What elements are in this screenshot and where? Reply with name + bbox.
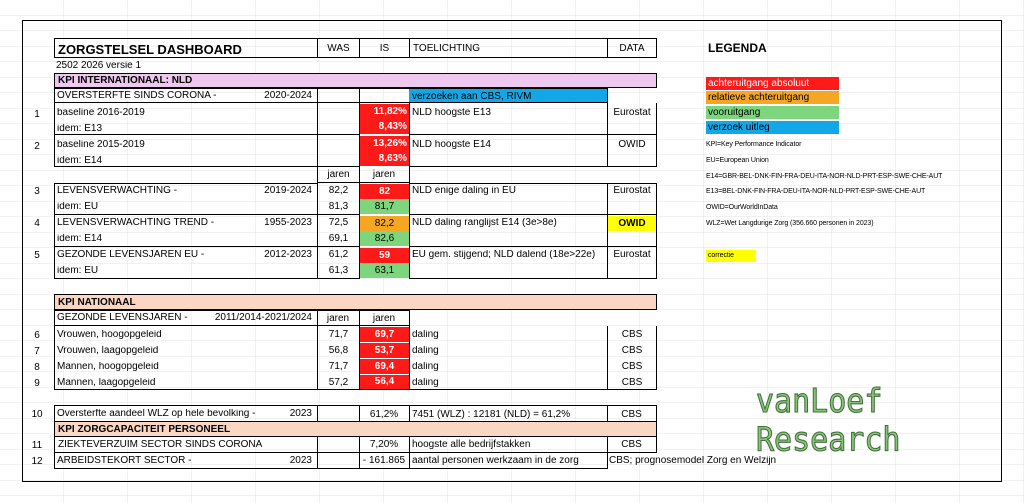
row-8-label: Mannen, hoogopgeleid [57,362,159,372]
legend-note-e14: E14=GBR-BEL-DNK-FIN-FRA-DEU-ITA-NOR-NLD-PRT-ESP-SWE-CHE-AUT [706,173,943,180]
row-9-was: 57,2 [328,378,349,388]
row-1a-note: NLD hoogste E13 [412,108,491,118]
row-2b-is: 8,63% [360,151,409,166]
row-number-10: 10 [31,409,43,420]
row-2a-is: 13,26% [360,136,409,151]
legend-note-eu: EU=European Union [706,157,769,164]
row-1a-is: 11,82% [360,104,409,119]
row-2-was [317,135,360,167]
row-number-1: 1 [34,109,40,120]
row-12-period: 2023 [289,456,312,466]
oversterfte-label: OVERSTERFTE SINDS CORONA - [57,91,217,101]
row-3a-period: 2019-2024 [264,186,312,196]
legend-note-kpi: KPI=Key Performance Indicator [706,141,802,148]
legend-note-owid: OWID=OurWorldInData [706,204,778,211]
legend-correction: correctie [706,250,756,262]
row-12-label: ARBEIDSTEKORT SECTOR - [57,456,192,466]
row-number-6: 6 [34,330,40,341]
row-number-9: 9 [34,378,40,389]
oversterfte-was [317,88,360,103]
legend-note-wlz: WLZ=Wet Langdurige Zorg (356.660 personen in 2023) [706,220,874,227]
row-5b-was: 61,3 [328,266,349,276]
row-6-label: Vrouwen, hoogopgeleid [57,330,162,340]
brand-logo-text: vanLoef Research [756,382,901,460]
row-8-is: 69,4 [360,359,409,374]
section-kpi-international: KPI INTERNATIONAAL: NLD [54,73,657,88]
row-6-data: CBS [621,330,643,340]
row-5a-is: 59 [360,248,409,263]
row-4a-label: LEVENSVERWACHTING TREND - [57,218,215,228]
row-9-data: CBS [621,378,643,388]
legend-item-absolute: achteruitgang absoluut [706,77,839,90]
row-3a-was: 82,2 [328,186,349,196]
row-10-label: Oversterfte aandeel WLZ op hele bevolking - [57,409,256,419]
row-9-is: 56,4 [360,375,409,389]
row-7-was: 56,8 [328,346,349,356]
row-1a-label: baseline 2016-2019 [57,108,145,118]
row-4a-was: 72,5 [328,218,349,228]
row-11-is: 7,20% [359,437,410,453]
row-10-was-box [317,405,360,421]
row-3a-data: Eurostat [613,186,651,196]
row-5a-label: GEZONDE LEVENSJAREN EU - [57,250,205,260]
col-header-was: WAS [317,38,360,58]
row-11-data: CBS [607,437,657,453]
row-10-period: 2023 [289,409,312,419]
row-5a-data: Eurostat [613,250,651,260]
units-was: jaren [317,167,360,183]
gezond-was: jaren [317,310,360,326]
row-3a-note: NLD enige daling in EU [412,186,516,196]
row-number-5: 5 [34,250,40,261]
row-1a-data: Eurostat [613,108,651,118]
row-7-label: Vrouwen, laagopgeleid [57,346,159,356]
row-3b-label: idem: EU [57,202,99,212]
legend-note-e13: E13=BEL-DNK-FIN-FRA-DEU-ITA-NOR-NLD-PRT-ESP-SWE-CHE-AUT [706,188,926,195]
col-header-data: DATA [607,38,657,58]
legend-item-progress: vooruitgang [706,106,839,119]
row-number-3: 3 [34,186,40,197]
version-label: 2502 2026 versie 1 [56,61,142,71]
row-9-note: daling [412,378,439,388]
row-5a-note: EU gem. stijgend; NLD dalend (18e>22e) [412,250,596,260]
row-10-is: 61,2% [359,405,410,421]
section-kpi-national: KPI NATIONAAL [54,294,657,310]
row-number-12: 12 [31,456,43,467]
row-6-is: 69,7 [360,327,409,342]
row-11-note: hoogste alle bedrijfstakken [409,437,608,453]
row-4a-is: 82,2 [360,216,409,231]
gezond-period: 2011/2014-2021/2024 [214,313,312,323]
row-8-data: CBS [621,362,643,372]
row-12-was [317,453,360,469]
row-number-7: 7 [34,346,40,357]
row-12-note: aantal personen werkzaam in de zorg [409,453,608,469]
row-7-is: 53,7 [360,343,409,358]
row-2a-data: OWID [618,140,646,150]
row-4a-note: NLD daling ranglijst E14 (3e>8e) [412,218,557,228]
legend-item-relative: relatieve achteruitgang [706,91,839,104]
row-9-label: Mannen, laagopgeleid [57,378,156,388]
row-8-was: 71,7 [328,362,349,372]
gezond-label: GEZONDE LEVENSJAREN - [57,313,188,323]
legend-title: LEGENDA [708,42,767,54]
row-1b-is: 8,43% [360,119,409,134]
row-11-labels: ZIEKTEVERZUIM SECTOR SINDS CORONA [54,437,318,453]
row-11-was [317,437,360,453]
row-2a-note: NLD hoogste E14 [412,140,491,150]
row-10-data: CBS [607,405,657,421]
row-1b-label: idem: E13 [57,124,103,134]
row-3b-is: 81,7 [360,199,409,214]
row-5a-period: 2012-2023 [264,250,312,260]
oversterfte-period: 2020-2024 [264,91,312,101]
gezond-is: jaren [359,310,410,326]
row-number-2: 2 [34,141,40,152]
row-5b-label: idem: EU [57,266,99,276]
legend-item-request: verzoek uitleg [706,121,839,134]
units-is: jaren [359,167,410,183]
section-kpi-capacity: KPI ZORGCAPACITEIT PERSONEEL [54,421,657,437]
page-title: ZORGSTELSEL DASHBOARD [54,38,318,58]
row-5b-is: 63,1 [360,263,409,278]
row-4b-was: 69,1 [328,234,349,244]
row-8-note: daling [412,362,439,372]
row-5a-was: 61,2 [328,250,349,260]
row-7-data: CBS [621,346,643,356]
row-4b-label: idem: E14 [57,234,103,244]
row-number-4: 4 [34,218,40,229]
row-7-note: daling [412,346,439,356]
oversterfte-is [359,88,410,103]
col-header-is: IS [359,38,410,58]
row-12-is: - 161.865 [359,453,410,469]
row-6-note: daling [412,330,439,340]
row-3b-was: 81,3 [328,202,349,212]
row-4a-data: OWID [608,216,656,231]
row-2b-label: idem: E14 [57,156,103,166]
row-4a-period: 1955-2023 [264,218,312,228]
row-2a-label: baseline 2015-2019 [57,140,145,150]
row-3a-is: 82 [360,184,409,199]
row-number-8: 8 [34,362,40,373]
row-10-note: 7451 (WLZ) : 12181 (NLD) = 61,2% [409,405,608,421]
oversterfte-note: verzoeken aan CBS, RIVM [409,88,608,103]
row-number-11: 11 [31,440,43,451]
row-4b-is: 82,6 [360,231,409,246]
row-12-data: CBS; prognosemodel Zorg en Welzijn [609,456,777,466]
row-1-was [317,103,360,135]
row-6-was: 71,7 [328,330,349,340]
col-header-toelichting: TOELICHTING [409,38,608,58]
row-3a-label: LEVENSVERWACHTING - [57,186,178,196]
